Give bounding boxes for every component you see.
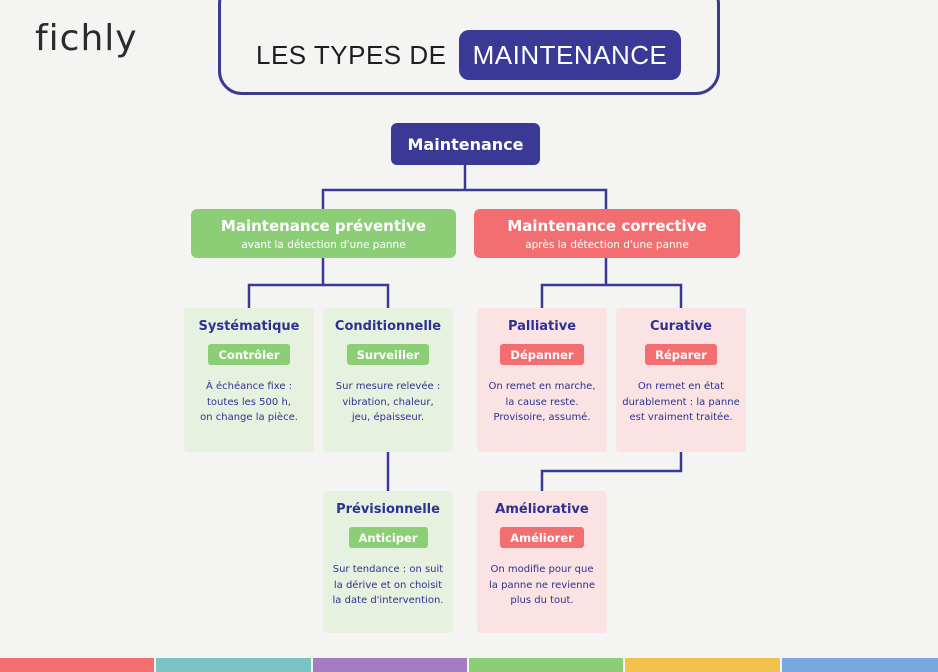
- card-title: Palliative: [507, 319, 577, 334]
- connector-root-branches: [323, 165, 606, 209]
- branch-preventive-subtitle: avant la détection d'une panne: [241, 238, 406, 251]
- card-badge: Réparer: [645, 344, 717, 365]
- card-title: Améliorative: [495, 502, 589, 517]
- branch-corrective-title: Maintenance corrective: [507, 216, 707, 235]
- color-stripe-segment: [313, 658, 467, 672]
- card-title: Prévisionnelle: [336, 502, 440, 517]
- card-title: Curative: [650, 319, 712, 334]
- card-title: Conditionnelle: [334, 319, 442, 334]
- card-description: On remet en marche, la cause reste. Provisoire, assumé.: [488, 381, 596, 423]
- card-previsionnelle: [323, 491, 453, 633]
- card-ameliorative: [477, 491, 607, 633]
- connector-corrective: [542, 258, 681, 308]
- color-stripe-segment: [156, 658, 310, 672]
- card-description: Sur tendance : on suit la dérive et on choisit la date d'intervention.: [332, 564, 444, 606]
- card-description: À échéance fixe : toutes les 500 h, on change la pièce.: [200, 381, 298, 423]
- card-description: On remet en état durablement : la panne est vraiment traitée.: [622, 381, 740, 423]
- color-stripe-segment: [782, 658, 938, 672]
- color-stripe-segment: [625, 658, 779, 672]
- root-node-maintenance: Maintenance: [391, 123, 540, 165]
- connector-preventive: [249, 258, 388, 308]
- card-description: Sur mesure relevée : vibration, chaleur, jeu, épaisseur.: [335, 381, 441, 423]
- card-badge: Dépanner: [500, 344, 583, 365]
- color-stripe-segment: [0, 658, 154, 672]
- fichly-logo: fichly: [35, 18, 138, 59]
- branch-corrective-subtitle: après la détection d'une panne: [525, 238, 689, 251]
- card-systematique: [184, 308, 314, 452]
- branch-preventive-title: Maintenance préventive: [220, 216, 427, 235]
- page-title-highlight: MAINTENANCE: [459, 30, 681, 80]
- card-badge: Améliorer: [500, 527, 584, 548]
- card-curative: [616, 308, 746, 452]
- branch-corrective: [474, 209, 740, 258]
- card-conditionnelle: [323, 308, 453, 452]
- page-title-prefix: LES TYPES DE: [256, 40, 447, 70]
- color-stripe-segment: [469, 658, 623, 672]
- card-palliative: [477, 308, 607, 452]
- card-description: On modifie pour que la panne ne revienne plus du tout.: [489, 564, 595, 606]
- branch-preventive: [191, 209, 456, 258]
- card-badge: Contrôler: [208, 344, 289, 365]
- card-badge: Surveiller: [347, 344, 430, 365]
- connector-ameliorative: [542, 452, 681, 491]
- card-title: Systématique: [198, 319, 300, 334]
- card-badge: Anticiper: [349, 527, 428, 548]
